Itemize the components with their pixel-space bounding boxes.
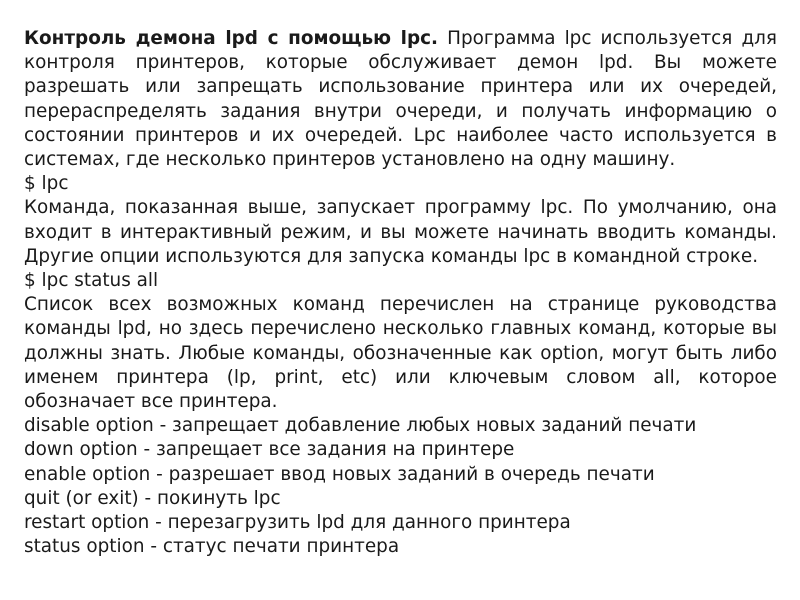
command-lpc: $ lpc — [24, 173, 69, 195]
document-body — [24, 27, 777, 559]
intro-text: Программа lpc используется для контроля принтеров, которые обслуживает демон lpd. Вы можете разрешать или запрещать использование принтера или их очередей, перераспределять задания внутри очереди, и получать информацию о состоянии принтеров и их очередей. Lpc наиболее часто используется в системах, где несколько принтеров установлено на одну машину. — [24, 28, 777, 171]
interactive-mode-paragraph: Команда, показанная выше, запускает программу lpc. По умолчанию, она входит в интерактивный режим, и вы можете начинать вводить команды. Другие опции используются для запуска команды lpc в командной строке. — [24, 197, 777, 267]
command-item-restart: restart option - перезагрузить lpd для данного принтера — [24, 512, 571, 534]
command-item-down: down option - запрещает все задания на принтере — [24, 439, 515, 461]
intro-paragraph — [24, 27, 777, 172]
command-item-status: status option - статус печати принтера — [24, 536, 400, 558]
command-list-paragraph: Список всех возможных команд перечислен на странице руководства команды lpd, но здесь перечислено несколько главных команд, которые вы должны знать. Любые команды, обозначенные как option, могут быть либо именем принтера (lp, print, etc) или ключевым словом all, которое обозначает все принтера. — [24, 294, 777, 413]
command-item-disable: disable option - запрещает добавление любых новых заданий печати — [24, 415, 697, 437]
command-lpc-status-all: $ lpc status all — [24, 270, 159, 292]
command-item-enable: enable option - разрешает ввод новых заданий в очередь печати — [24, 463, 655, 485]
section-title: Контроль демона lpd с помощью lpc. — [24, 28, 439, 49]
command-item-quit: quit (or exit) - покинуть lpc — [24, 487, 281, 509]
